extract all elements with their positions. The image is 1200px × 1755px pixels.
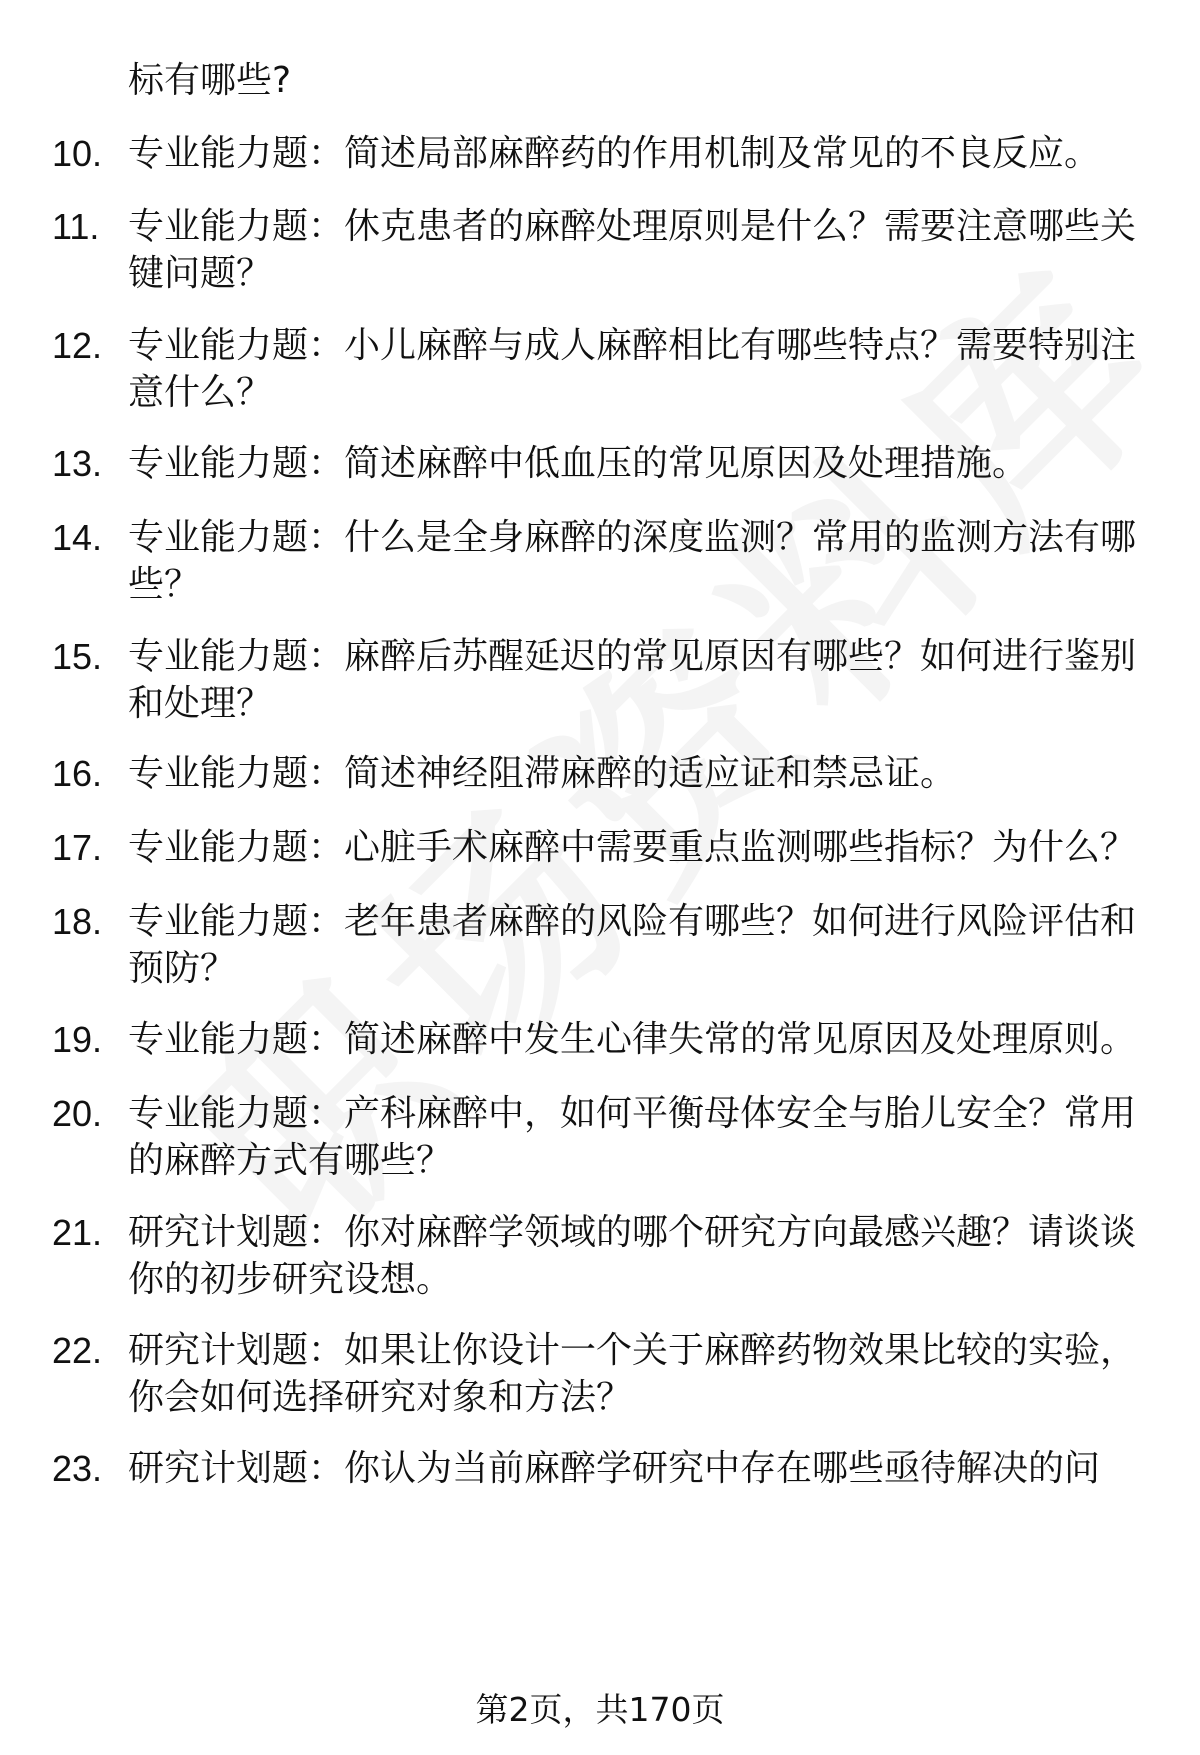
item-text: 专业能力题：心脏手术麻醉中需要重点监测哪些指标？为什么？ [128, 827, 1137, 868]
item-text: 专业能力题：简述局部麻醉药的作用机制及常见的不良反应。 [128, 133, 1101, 174]
item-number: 13. [52, 443, 103, 484]
item-text: 专业能力题：简述麻醉中低血压的常见原因及处理措施。 [128, 443, 1029, 484]
item-text: 专业能力题：简述麻醉中发生心律失常的常见原因及处理原则。 [128, 1019, 1137, 1060]
item-text: 专业能力题：老年患者麻醉的风险有哪些？如何进行风险评估和预防？ [128, 901, 1137, 989]
item-number: 21. [52, 1212, 103, 1253]
item-number: 19. [52, 1019, 103, 1060]
item-text: 专业能力题：麻醉后苏醒延迟的常见原因有哪些？如何进行鉴别和处理？ [128, 636, 1137, 724]
item-number: 17. [52, 827, 103, 868]
item-text: 专业能力题：简述神经阻滞麻醉的适应证和禁忌证。 [128, 753, 957, 794]
item-text: 专业能力题：休克患者的麻醉处理原则是什么？需要注意哪些关键问题？ [128, 206, 1137, 294]
item-number: 20. [52, 1093, 103, 1134]
item-number: 16. [52, 753, 103, 794]
item-text: 研究计划题：如果让你设计一个关于麻醉药物效果比较的实验，你会如何选择研究对象和方法？ [128, 1330, 1137, 1418]
item-text: 专业能力题：产科麻醉中，如何平衡母体安全与胎儿安全？常用的麻醉方式有哪些？ [128, 1093, 1137, 1181]
item-number: 10. [52, 133, 103, 174]
item-number: 12. [52, 325, 103, 366]
continuation-text: 标有哪些? [128, 60, 292, 101]
item-number: 23. [52, 1448, 103, 1489]
item-number: 11. [52, 206, 100, 247]
page-number-footer: 第2页，共170页 [475, 1690, 725, 1729]
item-number: 22. [52, 1330, 103, 1371]
item-number: 14. [52, 517, 103, 558]
item-text: 研究计划题：你对麻醉学领域的哪个研究方向最感兴趣？请谈谈你的初步研究设想。 [128, 1212, 1137, 1300]
item-number: 18. [52, 901, 103, 942]
item-number: 15. [52, 636, 103, 677]
item-text: 专业能力题：什么是全身麻醉的深度监测？常用的监测方法有哪些？ [128, 517, 1137, 605]
item-text: 专业能力题：小儿麻醉与成人麻醉相比有哪些特点？需要特别注意什么？ [128, 325, 1137, 413]
item-text: 研究计划题：你认为当前麻醉学研究中存在哪些亟待解决的问 [128, 1448, 1101, 1489]
